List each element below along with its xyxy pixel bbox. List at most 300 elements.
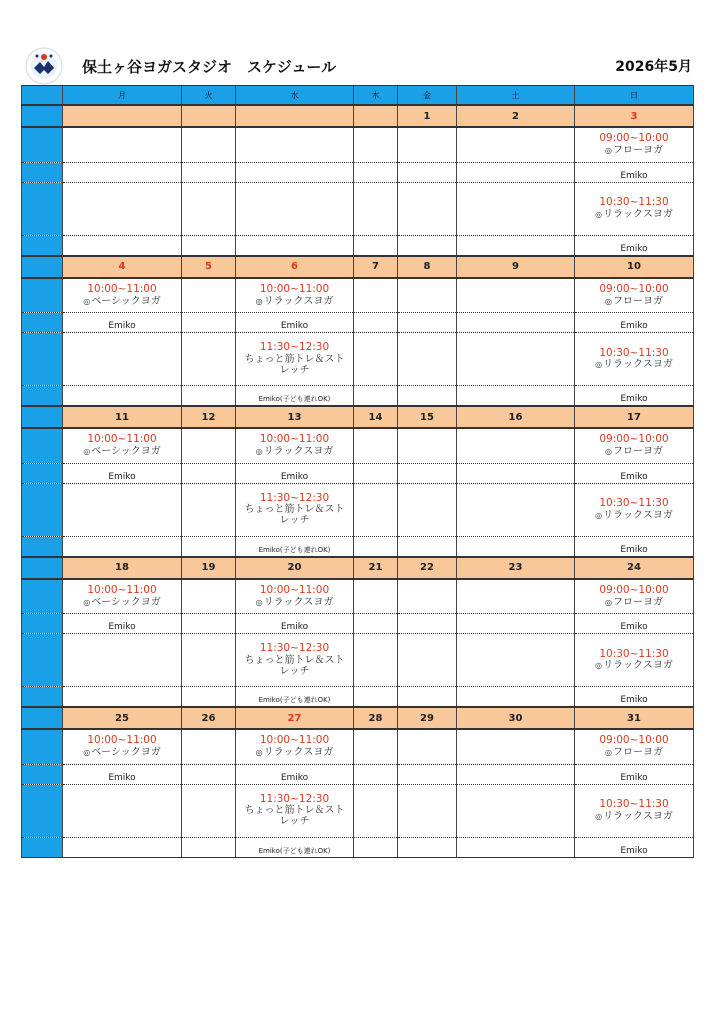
class-name-cont: レッチ bbox=[279, 364, 310, 376]
empty-cell bbox=[182, 837, 236, 857]
instructor-cell bbox=[236, 386, 354, 407]
empty-cell bbox=[236, 235, 354, 256]
class-slot bbox=[575, 579, 694, 614]
date-cell: 4 bbox=[63, 256, 182, 278]
class-slot bbox=[63, 428, 182, 463]
empty-cell bbox=[63, 182, 182, 235]
empty-cell bbox=[354, 634, 398, 687]
side-bar-cell bbox=[22, 784, 63, 837]
empty-cell bbox=[354, 235, 398, 256]
class-slot bbox=[236, 634, 354, 687]
class-name: ちょっと筋トレ＆スト bbox=[244, 805, 345, 817]
circle-bullet-icon: ◎ bbox=[595, 510, 603, 520]
side-bar-cell bbox=[22, 707, 63, 729]
class-name-line bbox=[595, 811, 673, 822]
class-slot bbox=[575, 784, 694, 837]
instructor-cell bbox=[575, 764, 694, 784]
instructor-cell bbox=[575, 463, 694, 483]
instructor-cell bbox=[63, 764, 182, 784]
class-time: 09:00~10:00 bbox=[599, 282, 669, 295]
class-info bbox=[236, 585, 353, 608]
empty-cell bbox=[354, 729, 398, 764]
empty-cell bbox=[182, 483, 236, 536]
class-name-line bbox=[595, 209, 673, 220]
empty-cell bbox=[236, 127, 354, 162]
schedule-subrow bbox=[22, 614, 694, 634]
class-name-line bbox=[595, 660, 673, 671]
empty-cell bbox=[63, 784, 182, 837]
class-info bbox=[63, 284, 181, 307]
class-slot bbox=[236, 428, 354, 463]
class-info bbox=[63, 585, 181, 608]
date-cell: 11 bbox=[63, 406, 182, 428]
class-name: フローヨガ bbox=[612, 295, 663, 307]
schedule-subrow bbox=[22, 428, 694, 463]
empty-cell bbox=[457, 162, 575, 182]
class-name-line bbox=[605, 747, 663, 758]
circle-bullet-icon: ◎ bbox=[255, 447, 263, 457]
class-slot bbox=[236, 333, 354, 386]
empty-cell bbox=[182, 579, 236, 614]
class-slot bbox=[575, 483, 694, 536]
empty-cell bbox=[457, 764, 575, 784]
schedule-subrow bbox=[22, 579, 694, 614]
empty-cell bbox=[354, 579, 398, 614]
circle-bullet-icon: ◎ bbox=[83, 296, 91, 306]
schedule-subrow bbox=[22, 837, 694, 857]
empty-cell bbox=[457, 333, 575, 386]
page-header bbox=[22, 46, 694, 86]
month-label: 2026年5月 bbox=[615, 59, 692, 75]
side-bar-cell bbox=[22, 463, 63, 483]
schedule-subrow bbox=[22, 235, 694, 256]
class-name: リラックスヨガ bbox=[603, 660, 673, 672]
class-name-line bbox=[605, 446, 663, 457]
date-cell: 8 bbox=[398, 256, 457, 278]
empty-cell bbox=[63, 536, 182, 557]
instructor-cell bbox=[575, 837, 694, 857]
class-time: 09:00~10:00 bbox=[599, 734, 669, 747]
schedule-subrow bbox=[22, 386, 694, 407]
instructor-name: Emiko bbox=[620, 243, 648, 254]
circle-bullet-icon: ◎ bbox=[595, 209, 603, 219]
empty-cell bbox=[354, 837, 398, 857]
circle-bullet-icon: ◎ bbox=[605, 296, 612, 306]
weekday-label: 金 bbox=[398, 86, 457, 106]
class-info bbox=[575, 284, 693, 307]
side-bar-cell bbox=[22, 729, 63, 764]
class-name: ベーシックヨガ bbox=[91, 747, 161, 759]
class-time: 10:00~11:00 bbox=[87, 433, 157, 446]
circle-bullet-icon: ◎ bbox=[255, 296, 263, 306]
class-slot bbox=[236, 729, 354, 764]
schedule-subrow bbox=[22, 784, 694, 837]
empty-cell bbox=[354, 162, 398, 182]
empty-cell bbox=[398, 428, 457, 463]
date-cell: 6 bbox=[236, 256, 354, 278]
empty-cell bbox=[457, 313, 575, 333]
side-bar-cell bbox=[22, 386, 63, 407]
date-cell: 17 bbox=[575, 406, 694, 428]
class-name-line bbox=[595, 510, 673, 521]
class-time: 10:30~11:30 bbox=[599, 647, 669, 660]
class-name-cont: レッチ bbox=[279, 515, 310, 527]
empty-cell bbox=[182, 463, 236, 483]
instructor-name: Emiko bbox=[620, 471, 648, 482]
class-name-line bbox=[256, 597, 334, 608]
date-cell: 14 bbox=[354, 406, 398, 428]
instructor-name: Emiko bbox=[620, 622, 648, 632]
empty-cell bbox=[354, 278, 398, 313]
empty-cell bbox=[457, 634, 575, 687]
schedule-calendar bbox=[21, 85, 694, 858]
empty-cell bbox=[63, 235, 182, 256]
class-name-line bbox=[83, 747, 161, 758]
date-cell: 2 bbox=[457, 105, 575, 127]
instructor-cell bbox=[575, 162, 694, 182]
class-name-line bbox=[605, 145, 663, 156]
date-cell: 28 bbox=[354, 707, 398, 729]
instructor-cell bbox=[63, 313, 182, 333]
instructor-name: Emiko bbox=[280, 622, 309, 632]
side-bar-cell bbox=[22, 182, 63, 235]
schedule-subrow bbox=[22, 162, 694, 182]
class-time: 10:30~11:30 bbox=[599, 497, 669, 510]
instructor-name: Emiko bbox=[108, 471, 136, 482]
instructor-name: Emiko bbox=[108, 321, 136, 331]
schedule-subrow bbox=[22, 313, 694, 333]
empty-cell bbox=[398, 784, 457, 837]
class-info bbox=[63, 434, 181, 457]
class-name: リラックスヨガ bbox=[263, 295, 334, 307]
empty-cell bbox=[457, 428, 575, 463]
empty-cell bbox=[63, 333, 182, 386]
empty-cell bbox=[398, 182, 457, 235]
schedule-subrow bbox=[22, 182, 694, 235]
circle-bullet-icon: ◎ bbox=[255, 597, 263, 607]
date-cell bbox=[63, 105, 182, 127]
circle-bullet-icon: ◎ bbox=[605, 748, 612, 758]
class-time: 10:00~11:00 bbox=[259, 583, 330, 596]
side-bar-cell bbox=[22, 557, 63, 579]
instructor-cell bbox=[575, 687, 694, 708]
empty-cell bbox=[182, 278, 236, 313]
empty-cell bbox=[398, 614, 457, 634]
date-row bbox=[22, 256, 694, 278]
empty-cell bbox=[457, 182, 575, 235]
date-cell: 9 bbox=[457, 256, 575, 278]
empty-cell bbox=[182, 162, 236, 182]
class-name-line bbox=[256, 747, 334, 758]
instructor-cell bbox=[575, 614, 694, 634]
class-time: 10:00~11:00 bbox=[87, 734, 157, 747]
circle-bullet-icon: ◎ bbox=[605, 146, 612, 156]
class-name: ちょっと筋トレ＆スト bbox=[244, 654, 345, 666]
instructor-name: Emiko bbox=[620, 321, 648, 331]
class-info bbox=[575, 649, 693, 672]
side-bar-cell bbox=[22, 406, 63, 428]
class-slot bbox=[575, 278, 694, 313]
empty-cell bbox=[457, 614, 575, 634]
weekday-label: 水 bbox=[236, 86, 354, 106]
empty-cell bbox=[398, 634, 457, 687]
weekday-label: 土 bbox=[457, 86, 575, 106]
empty-cell bbox=[63, 483, 182, 536]
empty-cell bbox=[398, 386, 457, 407]
class-name-line bbox=[83, 446, 161, 457]
date-cell: 13 bbox=[236, 406, 354, 428]
date-cell: 12 bbox=[182, 406, 236, 428]
instructor-name: Emiko bbox=[280, 321, 309, 331]
instructor-cell bbox=[236, 764, 354, 784]
class-name: ベーシックヨガ bbox=[91, 295, 161, 307]
date-cell: 1 bbox=[398, 105, 457, 127]
empty-cell bbox=[354, 127, 398, 162]
schedule-subrow bbox=[22, 764, 694, 784]
class-name: リラックスヨガ bbox=[603, 208, 673, 220]
empty-cell bbox=[182, 182, 236, 235]
empty-cell bbox=[457, 729, 575, 764]
instructor-cell bbox=[236, 614, 354, 634]
class-name: リラックスヨガ bbox=[603, 810, 673, 822]
side-bar-cell bbox=[22, 837, 63, 857]
instructor-name: Emiko bbox=[280, 471, 309, 482]
class-name: フローヨガ bbox=[612, 145, 663, 157]
empty-cell bbox=[236, 182, 354, 235]
schedule-subrow bbox=[22, 333, 694, 386]
date-cell: 31 bbox=[575, 707, 694, 729]
instructor-name: Emiko bbox=[280, 772, 309, 783]
class-name: リラックスヨガ bbox=[263, 446, 334, 458]
class-slot bbox=[575, 182, 694, 235]
class-name: リラックスヨガ bbox=[603, 359, 673, 371]
empty-cell bbox=[182, 428, 236, 463]
date-cell: 18 bbox=[63, 557, 182, 579]
circle-bullet-icon: ◎ bbox=[605, 597, 612, 607]
class-info bbox=[63, 735, 181, 758]
empty-cell bbox=[182, 784, 236, 837]
empty-cell bbox=[63, 127, 182, 162]
empty-cell bbox=[182, 386, 236, 407]
class-name-line bbox=[256, 446, 334, 457]
date-cell: 15 bbox=[398, 406, 457, 428]
class-time: 11:30~12:30 bbox=[259, 642, 330, 655]
class-slot bbox=[575, 333, 694, 386]
empty-cell bbox=[457, 536, 575, 557]
class-info bbox=[236, 794, 353, 828]
class-name: リラックスヨガ bbox=[603, 509, 673, 521]
empty-cell bbox=[398, 235, 457, 256]
class-name: フローヨガ bbox=[612, 446, 663, 458]
class-info bbox=[575, 434, 693, 457]
class-info bbox=[236, 493, 353, 527]
empty-cell bbox=[182, 127, 236, 162]
schedule-subrow bbox=[22, 536, 694, 557]
schedule-subrow bbox=[22, 127, 694, 162]
circle-bullet-icon: ◎ bbox=[595, 360, 603, 370]
date-cell: 27 bbox=[236, 707, 354, 729]
empty-cell bbox=[182, 614, 236, 634]
date-cell: 5 bbox=[182, 256, 236, 278]
class-name: フローヨガ bbox=[612, 747, 663, 759]
class-time: 10:00~11:00 bbox=[259, 282, 330, 295]
empty-cell bbox=[354, 764, 398, 784]
side-bar-cell bbox=[22, 634, 63, 687]
instructor-name: Emiko bbox=[620, 772, 648, 783]
empty-cell bbox=[182, 687, 236, 708]
empty-cell bbox=[398, 333, 457, 386]
empty-cell bbox=[398, 536, 457, 557]
side-bar-cell bbox=[22, 105, 63, 127]
weekday-label: 火 bbox=[182, 86, 236, 106]
side-bar-cell bbox=[22, 764, 63, 784]
instructor-cell bbox=[575, 386, 694, 407]
schedule-subrow bbox=[22, 634, 694, 687]
instructor-cell bbox=[236, 463, 354, 483]
class-slot bbox=[236, 483, 354, 536]
schedule-subrow bbox=[22, 729, 694, 764]
date-cell: 22 bbox=[398, 557, 457, 579]
side-bar-cell bbox=[22, 428, 63, 463]
empty-cell bbox=[398, 764, 457, 784]
empty-cell bbox=[398, 687, 457, 708]
empty-cell bbox=[63, 386, 182, 407]
weekday-label: 月 bbox=[63, 86, 182, 106]
class-time: 10:00~11:00 bbox=[87, 282, 157, 295]
empty-cell bbox=[182, 333, 236, 386]
instructor-name: Emiko bbox=[620, 845, 648, 856]
class-slot bbox=[236, 579, 354, 614]
instructor-cell bbox=[575, 235, 694, 256]
class-name: ちょっと筋トレ＆スト bbox=[244, 353, 345, 365]
instructor-name: Emiko bbox=[620, 695, 648, 705]
class-info bbox=[236, 735, 353, 758]
class-slot bbox=[63, 579, 182, 614]
date-cell: 16 bbox=[457, 406, 575, 428]
instructor-name: Emiko(子ども連れOK) bbox=[258, 696, 331, 704]
empty-cell bbox=[354, 182, 398, 235]
class-info bbox=[575, 735, 693, 758]
date-cell: 20 bbox=[236, 557, 354, 579]
date-cell: 3 bbox=[575, 105, 694, 127]
schedule-subrow bbox=[22, 483, 694, 536]
weekday-label: 日 bbox=[575, 86, 694, 106]
date-cell: 26 bbox=[182, 707, 236, 729]
date-cell: 7 bbox=[354, 256, 398, 278]
instructor-cell bbox=[236, 536, 354, 557]
schedule-subrow bbox=[22, 278, 694, 313]
schedule-subrow bbox=[22, 687, 694, 708]
class-time: 11:30~12:30 bbox=[259, 491, 330, 504]
empty-cell bbox=[398, 278, 457, 313]
date-cell: 10 bbox=[575, 256, 694, 278]
class-time: 09:00~10:00 bbox=[599, 433, 669, 446]
date-cell: 29 bbox=[398, 707, 457, 729]
instructor-name: Emiko(子ども連れOK) bbox=[258, 545, 331, 554]
class-slot bbox=[236, 784, 354, 837]
class-info bbox=[236, 434, 353, 457]
empty-cell bbox=[398, 729, 457, 764]
instructor-name: Emiko(子ども連れOK) bbox=[258, 846, 331, 855]
class-slot bbox=[575, 729, 694, 764]
class-name-cont: レッチ bbox=[279, 816, 310, 828]
class-info bbox=[575, 799, 693, 822]
empty-cell bbox=[398, 579, 457, 614]
date-row bbox=[22, 707, 694, 729]
empty-cell bbox=[354, 536, 398, 557]
class-info bbox=[575, 133, 693, 156]
class-time: 10:00~11:00 bbox=[259, 734, 330, 747]
class-time: 11:30~12:30 bbox=[259, 792, 330, 805]
empty-cell bbox=[398, 162, 457, 182]
class-time: 09:00~10:00 bbox=[599, 132, 669, 145]
side-bar-cell bbox=[22, 579, 63, 614]
empty-cell bbox=[457, 579, 575, 614]
date-cell: 19 bbox=[182, 557, 236, 579]
side-bar-cell bbox=[22, 333, 63, 386]
circle-bullet-icon: ◎ bbox=[83, 597, 91, 607]
circle-bullet-icon: ◎ bbox=[595, 811, 603, 821]
class-time: 10:30~11:30 bbox=[599, 798, 669, 811]
class-slot bbox=[236, 278, 354, 313]
empty-cell bbox=[354, 614, 398, 634]
empty-cell bbox=[354, 483, 398, 536]
class-time: 10:00~11:00 bbox=[87, 583, 157, 596]
class-name: ベーシックヨガ bbox=[91, 446, 161, 458]
empty-cell bbox=[182, 313, 236, 333]
side-bar-cell bbox=[22, 614, 63, 634]
class-name-line bbox=[83, 296, 161, 307]
side-bar-cell bbox=[22, 278, 63, 313]
circle-bullet-icon: ◎ bbox=[255, 748, 263, 758]
date-cell bbox=[354, 105, 398, 127]
empty-cell bbox=[63, 634, 182, 687]
class-info bbox=[236, 284, 353, 307]
instructor-name: Emiko bbox=[620, 544, 648, 555]
class-info bbox=[575, 348, 693, 371]
class-time: 10:30~11:30 bbox=[599, 346, 669, 359]
date-cell: 25 bbox=[63, 707, 182, 729]
date-cell: 30 bbox=[457, 707, 575, 729]
class-time: 09:00~10:00 bbox=[599, 583, 669, 596]
side-bar-cell bbox=[22, 483, 63, 536]
empty-cell bbox=[182, 729, 236, 764]
empty-cell bbox=[354, 428, 398, 463]
side-bar-cell bbox=[22, 127, 63, 162]
class-name: リラックスヨガ bbox=[263, 596, 334, 608]
empty-cell bbox=[457, 784, 575, 837]
empty-cell bbox=[63, 837, 182, 857]
empty-cell bbox=[398, 127, 457, 162]
empty-cell bbox=[63, 162, 182, 182]
class-slot bbox=[575, 127, 694, 162]
empty-cell bbox=[354, 313, 398, 333]
studio-logo bbox=[24, 46, 64, 86]
class-name: リラックスヨガ bbox=[263, 747, 334, 759]
circle-bullet-icon: ◎ bbox=[605, 447, 612, 457]
instructor-name: Emiko bbox=[108, 622, 136, 632]
date-row bbox=[22, 105, 694, 127]
date-cell: 24 bbox=[575, 557, 694, 579]
date-cell: 23 bbox=[457, 557, 575, 579]
circle-bullet-icon: ◎ bbox=[83, 748, 91, 758]
instructor-cell bbox=[236, 837, 354, 857]
class-time: 10:30~11:30 bbox=[599, 196, 669, 209]
empty-cell bbox=[398, 483, 457, 536]
instructor-name: Emiko(子ども連れOK) bbox=[258, 395, 331, 403]
circle-bullet-icon: ◎ bbox=[595, 661, 603, 671]
side-bar-cell bbox=[22, 256, 63, 278]
